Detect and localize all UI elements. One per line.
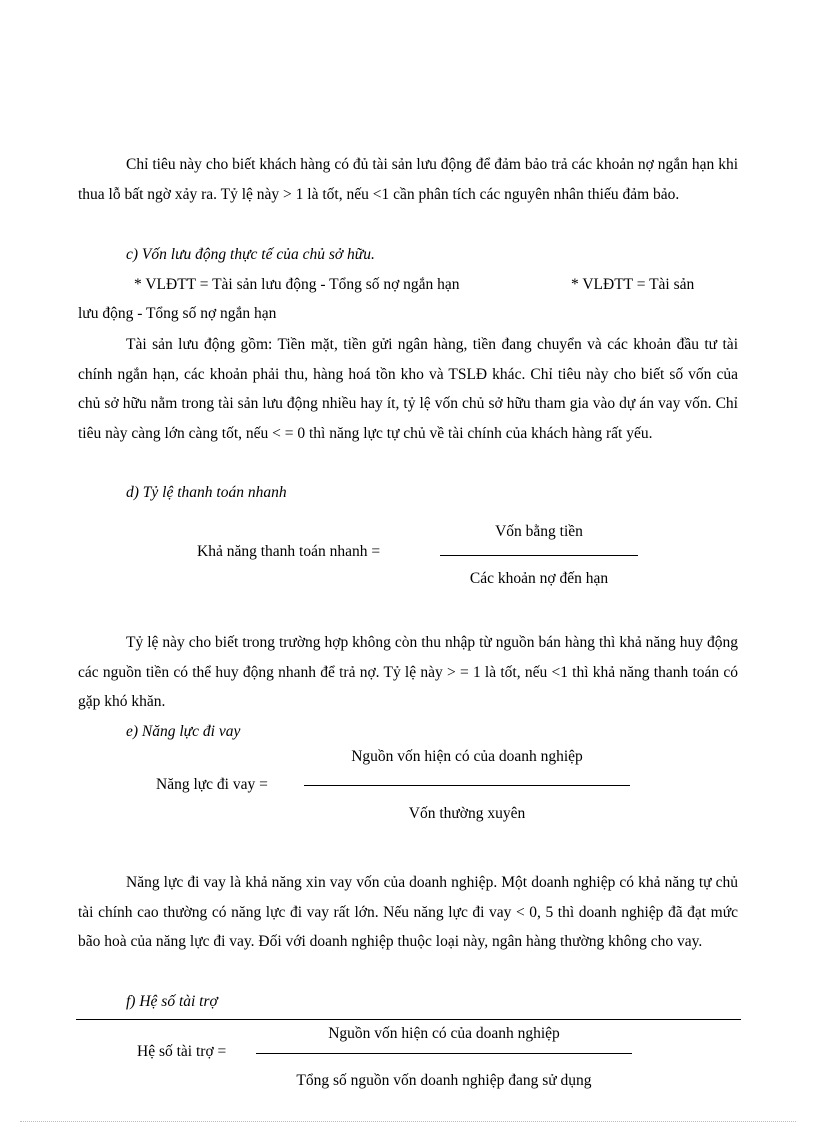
- paragraph-current-ratio-explanation: [78, 150, 738, 209]
- formula-funding-numerator: Nguồn vốn hiện có của doanh nghiệp: [328, 1025, 560, 1042]
- formula-funding-denominator: Tổng số nguồn vốn doanh nghiệp đang sử dụng: [296, 1072, 592, 1089]
- paragraph-text: Năng lực đi vay là khả năng xin vay vốn của doanh nghiệp. Một doanh nghiệp có khả năng tự chủ tài chính cao thường có năng lực đi vay rất lớn. Nếu năng lực đi vay < 0, 5 thì doanh nghiệp đã đạt mức bão hoà của năng lực đi vay. Đối với doanh nghiệp thuộc loại này, ngân hàng thường không cho vay.: [78, 874, 738, 950]
- horizontal-rule: [76, 1019, 741, 1020]
- paragraph-text: Tỷ lệ này cho biết trong trường hợp không còn thu nhập từ nguồn bán hàng thì khả năng huy động các nguồn tiền có thể huy động nhanh để trả nợ. Tỷ lệ này > = 1 là tốt, nếu <1 thì khả năng thanh toán có gặp khó khăn.: [78, 634, 738, 710]
- page-bottom-border: [20, 1121, 796, 1122]
- fraction-bar: [304, 785, 630, 786]
- heading-d: d) Tỷ lệ thanh toán nhanh: [126, 484, 287, 501]
- paragraph-text: Tài sản lưu động gồm: Tiền mặt, tiền gửi ngân hàng, tiền đang chuyển và các khoản đầu tư tài chính ngắn hạn, các khoản phải thu, hàng hoá tồn kho và TSLĐ khác. Chỉ tiêu này cho biết số vốn của chủ sở hữu nằm trong tài sản lưu động nhiều hay ít, tỷ lệ vốn chủ sở hữu tham gia vào dự án vay vốn. Chỉ tiêu này càng lớn càng tốt, nếu < = 0 thì năng lực tự chủ về tài chính của khách hàng rất yếu.: [78, 336, 738, 442]
- formula-quick-numerator: Vốn bằng tiền: [495, 523, 583, 540]
- paragraph-text: Chỉ tiêu này cho biết khách hàng có đủ tài sản lưu động để đảm bảo trả các khoản nợ ngắn hạn khi thua lỗ bất ngờ xảy ra. Tỷ lệ này > 1 là tốt, nếu <1 cần phân tích các nguyên nhân thiếu đảm bảo.: [78, 156, 738, 203]
- paragraph-quick-ratio-explanation: [78, 628, 738, 717]
- formula-vldtt-2a: * VLĐTT = Tài sản: [571, 276, 695, 293]
- formula-funding-label: Hệ số tài trợ =: [137, 1043, 227, 1060]
- formula-borrow-label: Năng lực đi vay =: [156, 776, 268, 793]
- formula-borrow-denominator: Vốn thường xuyên: [408, 805, 526, 822]
- fraction-bar: [440, 555, 638, 556]
- formula-borrow-numerator: Nguồn vốn hiện có của doanh nghiệp: [351, 748, 583, 765]
- heading-f: f) Hệ số tài trợ: [126, 993, 218, 1010]
- formula-quick-label: Khả năng thanh toán nhanh =: [197, 543, 381, 560]
- paragraph-current-assets: [78, 330, 738, 448]
- heading-c: c) Vốn lưu động thực tế của chủ sở hữu.: [126, 246, 375, 263]
- formula-vldtt-1: * VLĐTT = Tài sản lưu động - Tổng số nợ ngắn hạn: [134, 276, 460, 293]
- formula-quick-denominator: Các khoản nợ đến hạn: [469, 570, 609, 587]
- heading-e: e) Năng lực đi vay: [126, 723, 241, 740]
- paragraph-borrowing-capacity: [78, 868, 738, 957]
- fraction-bar: [256, 1053, 632, 1054]
- formula-vldtt-2b: lưu động - Tổng số nợ ngắn hạn: [78, 305, 277, 322]
